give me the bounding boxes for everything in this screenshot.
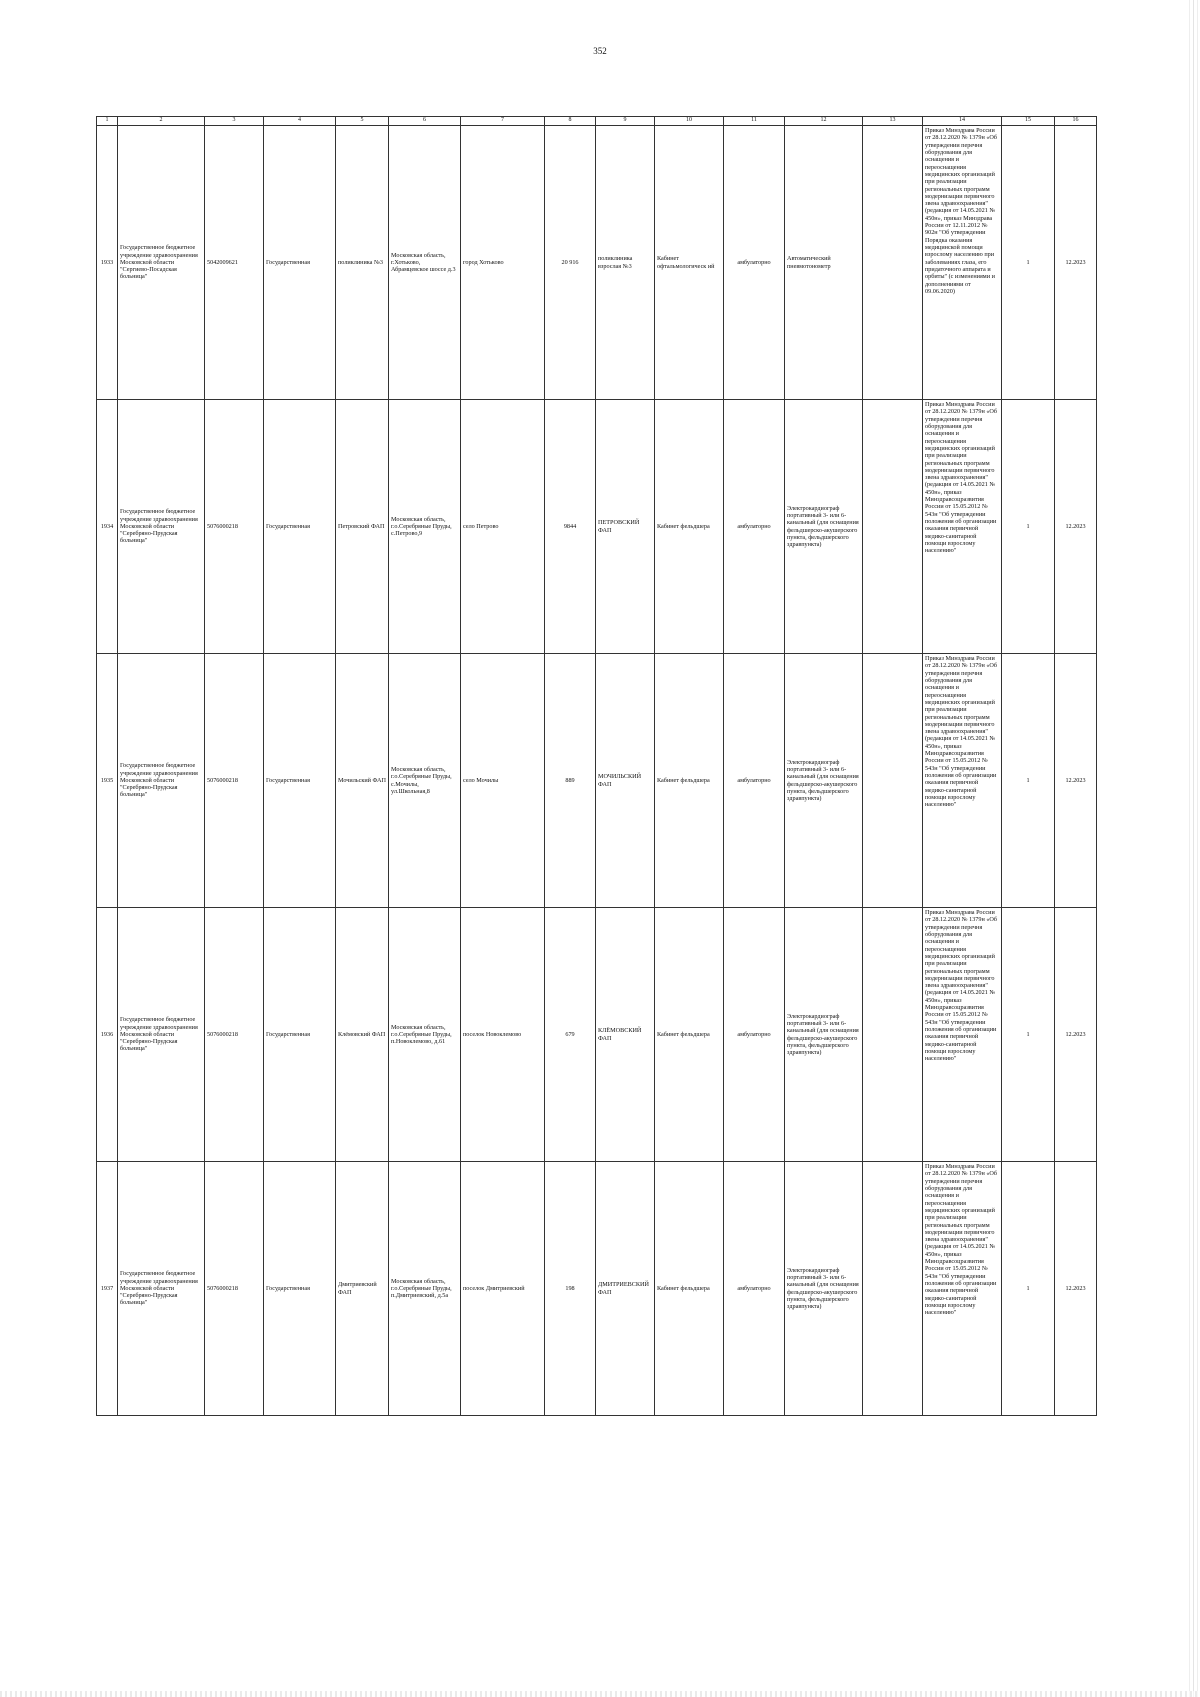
column-13-cell [863,126,923,400]
due-date: 12.2023 [1055,654,1097,908]
column-header: 5 [336,117,389,126]
ownership-form: Государственная [264,400,336,654]
organization-name: Государственное бюджетное учреждение здравоохранения Московской области "Серебряно-Прудская больница" [118,908,205,1162]
due-date: 12.2023 [1055,400,1097,654]
care-type: амбулаторно [724,908,785,1162]
equipment-name: Автоматический пневмотонометр [785,126,863,400]
row-number: 1937 [97,1162,118,1416]
organization-name: Государственное бюджетное учреждение здравоохранения Московской области "Серебряно-Прудская больница" [118,400,205,654]
scan-edge-artifact [1186,0,1200,1697]
quantity: 1 [1002,908,1055,1162]
regulation-text: Приказ Минздрава России от 28.12.2020 № 1379н «Об утверждении перечня оборудования для оснащения и переоснащения медицинских организаций при реализации региональных программ модернизации первичного звена здравоохранения"(редакция от 14.05.2021 № 450н», приказ Минздрава России от 12.11.2012 № 902н "Об утверждении Порядка оказания медицинской помощи взрослому населению при заболеваниях глаза, его придаточного аппарата и орбиты" (с изменениями и дополнениями от 09.06.2020) [923,126,1002,400]
organization-name: Государственное бюджетное учреждение здравоохранения Московской области "Сергиево-Посадская больница" [118,126,205,400]
care-type: амбулаторно [724,126,785,400]
table-row [97,126,1097,400]
care-type: амбулаторно [724,400,785,654]
population: 198 [545,1162,596,1416]
regulation-text: Приказ Минздрава России от 28.12.2020 № 1379н «Об утверждении перечня оборудования для оснащения и переоснащения медицинских организаций при реализации региональных программ модернизации первичного звена здравоохранения"(редакция от 14.05.2021 № 450н», приказ Минздравсоцразвития России от 15.05.2012 № 543н "Об утверждении положения об организации оказания первичной медико-санитарной помощи взрослому населению" [923,908,1002,1162]
inn-code: 5076000218 [205,1162,264,1416]
due-date: 12.2023 [1055,908,1097,1162]
quantity: 1 [1002,400,1055,654]
cabinet: Кабинет фельдшера [655,1162,724,1416]
cabinet: Кабинет фельдшера [655,654,724,908]
column-header: 16 [1055,117,1097,126]
table-row [97,908,1097,1162]
locality: село Петрово [461,400,545,654]
table-row [97,1162,1097,1416]
equipment-name: Электрокардиограф портативный 3- или 6-канальный (для оснащения фельдшерско-акушерского пункта, фельдшерского здравпункта) [785,400,863,654]
subunit: ПЕТРОВСКИЙ ФАП [596,400,655,654]
cabinet: Кабинет фельдшера [655,400,724,654]
ownership-form: Государственная [264,908,336,1162]
equipment-table [96,116,1097,1416]
column-13-cell [863,908,923,1162]
quantity: 1 [1002,126,1055,400]
address: Московская область, г.о.Серебряные Пруды, с.Петрово,9 [389,400,461,654]
address: Московская область, г.о.Серебряные Пруды, п.Дмитриевский, д.5а [389,1162,461,1416]
address: Московская область, г.о.Серебряные Пруды, с.Мочилы, ул.Школьная,8 [389,654,461,908]
inn-code: 5076000218 [205,654,264,908]
due-date: 12.2023 [1055,1162,1097,1416]
equipment-name: Электрокардиограф портативный 3- или 6-канальный (для оснащения фельдшерско-акушерского пункта, фельдшерского здравпункта) [785,1162,863,1416]
care-type: амбулаторно [724,654,785,908]
subunit: МОЧИЛЬСКИЙ ФАП [596,654,655,908]
column-header: 8 [545,117,596,126]
scan-bottom-artifact [0,1691,1200,1697]
population: 679 [545,908,596,1162]
organization-name: Государственное бюджетное учреждение здравоохранения Московской области "Серебряно-Прудская больница" [118,1162,205,1416]
row-number: 1934 [97,400,118,654]
column-header: 13 [863,117,923,126]
due-date: 12.2023 [1055,126,1097,400]
column-header: 15 [1002,117,1055,126]
column-header: 14 [923,117,1002,126]
subunit: КЛЁМОВСКИЙ ФАП [596,908,655,1162]
locality: город Хотьково [461,126,545,400]
equipment-name: Электрокардиограф портативный 3- или 6-канальный (для оснащения фельдшерско-акушерского пункта, фельдшерского здравпункта) [785,654,863,908]
population: 9844 [545,400,596,654]
address: Московская область, г.Хотьково, Абрамцевское шоссе д.3 [389,126,461,400]
ownership-form: Государственная [264,126,336,400]
unit-name: поликлиника №3 [336,126,389,400]
unit-name: Петровский ФАП [336,400,389,654]
subunit: поликлиника взрослая №3 [596,126,655,400]
ownership-form: Государственная [264,654,336,908]
column-header: 2 [118,117,205,126]
column-header: 7 [461,117,545,126]
row-number: 1935 [97,654,118,908]
column-header: 3 [205,117,264,126]
care-type: амбулаторно [724,1162,785,1416]
column-header: 12 [785,117,863,126]
column-header: 10 [655,117,724,126]
regulation-text: Приказ Минздрава России от 28.12.2020 № 1379н «Об утверждении перечня оборудования для оснащения и переоснащения медицинских организаций при реализации региональных программ модернизации первичного звена здравоохранения"(редакция от 14.05.2021 № 450н», приказ Минздравсоцразвития России от 15.05.2012 № 543н "Об утверждении положения об организации оказания первичной медико-санитарной помощи взрослому населению" [923,654,1002,908]
table-row [97,400,1097,654]
column-header: 9 [596,117,655,126]
population: 889 [545,654,596,908]
regulation-text: Приказ Минздрава России от 28.12.2020 № 1379н «Об утверждении перечня оборудования для оснащения и переоснащения медицинских организаций при реализации региональных программ модернизации первичного звена здравоохранения"(редакция от 14.05.2021 № 450н», приказ Минздравсоцразвития России от 15.05.2012 № 543н "Об утверждении положения об организации оказания первичной медико-санитарной помощи взрослому населению" [923,1162,1002,1416]
address: Московская область, г.о.Серебряные Пруды, п.Новоклемово, д.61 [389,908,461,1162]
quantity: 1 [1002,654,1055,908]
locality: село Мочилы [461,654,545,908]
regulation-text: Приказ Минздрава России от 28.12.2020 № 1379н «Об утверждении перечня оборудования для оснащения и переоснащения медицинских организаций при реализации региональных программ модернизации первичного звена здравоохранения"(редакция от 14.05.2021 № 450н», приказ Минздравсоцразвития России от 15.05.2012 № 543н "Об утверждении положения об организации оказания первичной медико-санитарной помощи взрослому населению" [923,400,1002,654]
unit-name: Мочильский ФАП [336,654,389,908]
column-header: 6 [389,117,461,126]
ownership-form: Государственная [264,1162,336,1416]
organization-name: Государственное бюджетное учреждение здравоохранения Московской области "Серебряно-Прудская больница" [118,654,205,908]
cabinet: Кабинет фельдшера [655,908,724,1162]
inn-code: 5076000218 [205,400,264,654]
inn-code: 5076000218 [205,908,264,1162]
column-number-row [97,117,1097,126]
unit-name: Дмитриевский ФАП [336,1162,389,1416]
column-13-cell [863,654,923,908]
locality: поселок Новоклемово [461,908,545,1162]
locality: поселок Дмитриевский [461,1162,545,1416]
quantity: 1 [1002,1162,1055,1416]
cabinet: Кабинет офтальмологическ ий [655,126,724,400]
column-header: 4 [264,117,336,126]
column-header: 1 [97,117,118,126]
column-13-cell [863,1162,923,1416]
column-header: 11 [724,117,785,126]
population: 20 916 [545,126,596,400]
page-number: 352 [593,46,607,56]
equipment-name: Электрокардиограф портативный 3- или 6-канальный (для оснащения фельдшерско-акушерского пункта, фельдшерского здравпункта) [785,908,863,1162]
subunit: ДМИТРИЕВСКИЙ ФАП [596,1162,655,1416]
inn-code: 5042009621 [205,126,264,400]
row-number: 1933 [97,126,118,400]
column-13-cell [863,400,923,654]
row-number: 1936 [97,908,118,1162]
unit-name: Клёмовский ФАП [336,908,389,1162]
table-row [97,654,1097,908]
